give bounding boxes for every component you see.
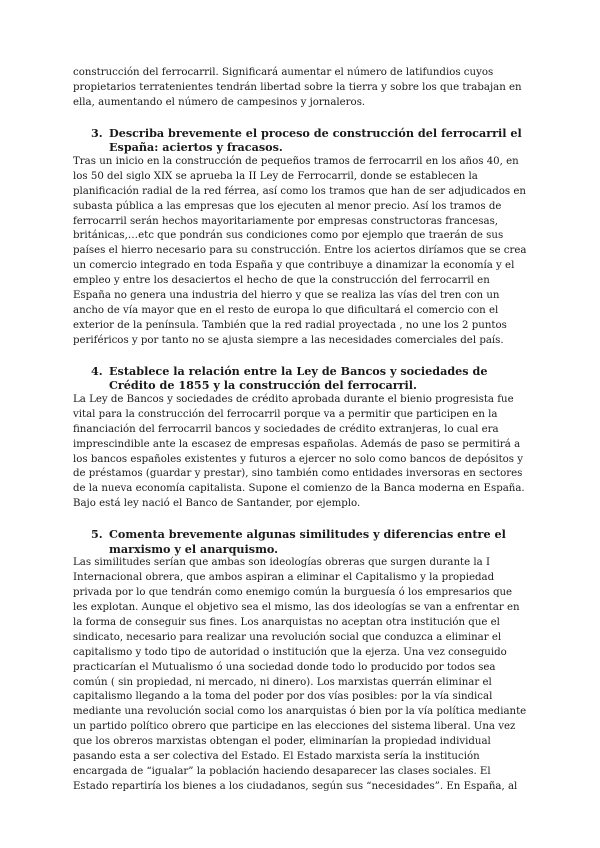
section-5-body: Las similitudes serían que ambas son ideologías obreras que surgen durante la I Internacional obrera, que ambos aspiran a eliminar el Capitalismo y la propiedad privada por lo que tendrán como enemigo común la burguesía ó los empresarios que les explotan. Aunque el objetivo sea el mismo, las dos ideologías se van a enfrentar en la forma de conseguir sus fines. Los anarquistas no aceptan otra institución que el sindicato, necesario para realizar una revolución social que conduzca a eliminar el capitalismo y todo tipo de autoridad o institución que la ejerza. Una vez conseguido practicarían el Mutualismo ó una sociedad donde todo lo producido por todos sea común ( sin propiedad, ni mercado, ni dinero). Los marxistas querrán eliminar el capitalismo llegando a la toma del poder por dos vías posibles: por la vía sindical mediante una revolución social como los anarquistas ó bien por la vía política mediante un partido político obrero que participe en las elecciones del sistema liberal. Una vez que los obreros marxistas obtengan el poder, eliminarían la propiedad individual pasando esta a ser colectiva del Estado. El Estado marxista sería la institución encargada de “igualar” la población haciendo desaparecer las clases sociales. El Estado repartiría los bienes a los ciudadanos, según sus “necesidades”. En España, al [73, 557, 527, 792]
section-5-title: Comenta brevemente algunas similitudes y diferencias entre el marxismo y el anarquismo. [109, 527, 506, 556]
section-4-heading [73, 364, 528, 393]
section-3-body: Tras un inicio en la construcción de pequeños tramos de ferrocarril en los años 40, en los 50 del siglo XIX se aprueba la II Ley de Ferrocarril, donde se establecen la planificación radial de la red férrea, así como los tramos que han de ser adjudicados en subasta pública a las empresas que los ejecuten al menor precio. Así los tramos de ferrocarril serán hechos mayoritariamente por empresas constructoras francesas, británicas,…etc que pondrán sus condiciones como por ejemplo que traerán de sus países el hierro necesario para su construcción. Entre los aciertos diríamos que se crea un comercio integrado en toda España y que contribuye a dinamizar la economía y el empleo y entre los desaciertos el hecho de que la construcción del ferrocarril en España no genera una industria del hierro y que se realiza las vías del tren con un ancho de vía mayor que en el resto de europa lo que dificultará el comercio con el exterior de la península. También que la red radial proyectada , no une los 2 puntos periféricos y por tanto no se ajusta siempre a las necesidades comerciales del país. [73, 155, 527, 346]
section-3-number: 3. [91, 125, 103, 140]
section-3-heading [73, 126, 528, 155]
section-4-body: La Ley de Bancos y sociedades de crédito aprobada durante el bienio progresista fue vital para la construcción del ferrocarril porque va a permitir que participen en la financiación del ferrocarril bancos y sociedades de crédito extranjeras, lo cual era imprescindible ante la escasez de empresas españolas. Además de paso se permitirá a los bancos españoles existentes y futuros a ejercer no solo como bancos de depósitos y de préstamos (guardar y prestar), sino también como entidades inversoras en sectores de la nueva economía capitalista. Supone el comienzo de la Banca moderna en España. Bajo está ley nació el Banco de Santander, por ejemplo. [73, 393, 525, 510]
section-5-number: 5. [91, 527, 103, 542]
document-page [73, 66, 528, 795]
section-4-title: Establece la relación entre la Ley de Bancos y sociedades de Crédito de 1855 y la construcción del ferrocarril. [109, 363, 488, 393]
section-3-title: Describa brevemente el proceso de construcción del ferrocarril el España: aciertos y fracasos. [109, 125, 522, 155]
intro-paragraph: construcción del ferrocarril. Significará aumentar el número de latifundios cuyos propietarios terratenientes tendrán libertad sobre la tierra y sobre los que trabajan en ella, aumentando el número de campesinos y jornaleros. [73, 67, 522, 108]
section-4-number: 4. [91, 363, 103, 378]
section-5-heading [73, 527, 528, 556]
